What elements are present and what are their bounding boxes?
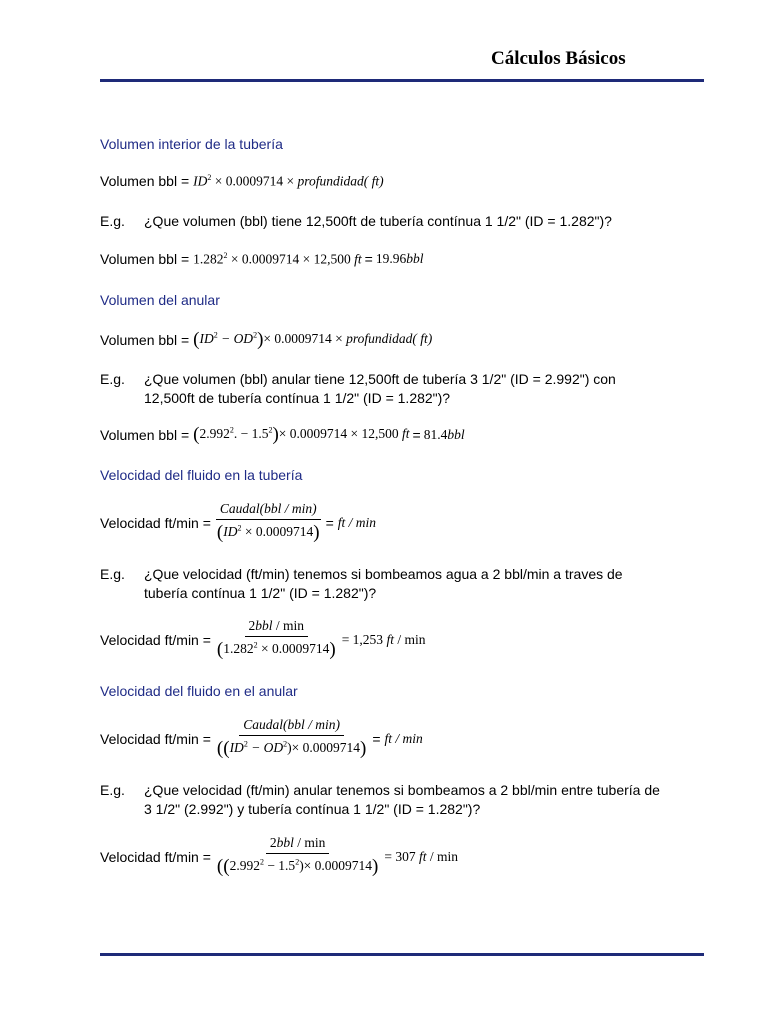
example-text: ¿Que velocidad (ft/min) anular tenemos si bombeamos a 2 bbl/min entre tubería de (144, 782, 660, 798)
footer-rule (100, 953, 704, 956)
section-heading-velocity-tubing: Velocidad del fluido en la tubería (100, 467, 303, 483)
equals-sign: = (325, 514, 334, 531)
formula-expression: $(ID^2 - OD^2)\times 0.0009714$ × profundidad( ft) (193, 329, 433, 350)
fraction-numerator: Caudal(bbl / min) (239, 717, 344, 736)
fraction-numerator: 2bbl / min (245, 618, 309, 637)
formula-fraction (215, 717, 368, 760)
example-text: ¿Que volumen (bbl) tiene 12,500ft de tubería contínua 1 1/2" (ID = 1.282")? (144, 213, 612, 229)
formula-expression: $ID^2 \times 0.0009714$ × profundidad( ft) (193, 173, 384, 189)
example-3 (100, 565, 710, 603)
formula-label: Velocidad ft/min = (100, 631, 211, 648)
formula-volume-tubing-example (100, 251, 423, 268)
fraction-denominator: $((ID^2 - OD^2)\times 0.0009714)$ (216, 738, 367, 759)
formula-label: Velocidad ft/min = (100, 848, 211, 865)
formula-velocity-annulus (100, 717, 423, 760)
equals-sign: = (364, 251, 373, 268)
example-text: ¿Que velocidad (ft/min) tenemos si bombeamos agua a 2 bbl/min a traves de (144, 566, 623, 582)
fraction-denominator: $(ID^2 \times 0.0009714)$ (216, 522, 320, 543)
formula-fraction (215, 501, 322, 544)
example-text-continued: tubería contínua 1 1/2" (ID = 1.282")? (144, 585, 377, 601)
section-heading-velocity-annulus: Velocidad del fluido en el anular (100, 683, 298, 699)
formula-result: 19.96bbl (375, 251, 424, 267)
formula-label: Volumen bbl = (100, 427, 190, 443)
fraction-numerator: Caudal(bbl / min) (216, 501, 321, 520)
fraction-denominator: $((2.992^2 - 1.5^2)\times 0.0009714)$ (216, 856, 379, 877)
example-4 (100, 781, 710, 819)
formula-volume-annulus (100, 329, 432, 351)
section-heading-volume-annulus: Volumen del anular (100, 292, 220, 308)
formula-result: = 307 ft / min (384, 848, 459, 864)
formula-result: = 1,253 ft / min (341, 631, 426, 647)
formula-volume-annulus-example (100, 424, 465, 446)
example-tag: E.g. (100, 213, 125, 229)
example-1 (100, 212, 710, 231)
formula-result: 81.4bbl (423, 427, 465, 442)
formula-volume-tubing (100, 173, 384, 190)
page-title: Cálculos Básicos (491, 48, 626, 69)
example-tag: E.g. (100, 782, 125, 798)
example-text: ¿Que volumen (bbl) anular tiene 12,500ft de tubería 3 1/2" (ID = 2.992") con (144, 371, 616, 387)
formula-fraction (215, 618, 338, 661)
formula-label: Volumen bbl = (100, 251, 190, 268)
example-2 (100, 370, 710, 408)
formula-result: ft / min (384, 730, 423, 746)
section-heading-volume-tubing: Volumen interior de la tubería (100, 136, 283, 152)
fraction-denominator: (1.282$^2$ × 0.0009714) (216, 639, 336, 660)
formula-label: Volumen bbl = (100, 173, 190, 190)
formula-velocity-annulus-example (100, 835, 458, 878)
formula-fraction (215, 835, 380, 878)
formula-label: Velocidad ft/min = (100, 730, 211, 747)
example-tag: E.g. (100, 371, 125, 387)
formula-velocity-tubing (100, 501, 376, 544)
formula-label: Velocidad ft/min = (100, 514, 211, 531)
formula-label: Volumen bbl = (100, 332, 190, 348)
formula-velocity-tubing-example (100, 618, 425, 661)
formula-expression: 1.282$^2$ × 0.0009714 × 12,500 ft (193, 251, 362, 267)
example-text-continued: 3 1/2" (2.992") y tubería contínua 1 1/2" (ID = 1.282")? (144, 801, 481, 817)
equals-sign: = (372, 730, 381, 747)
example-text-continued: 12,500ft de tubería contínua 1 1/2" (ID = 1.282")? (144, 390, 451, 406)
example-tag: E.g. (100, 566, 125, 582)
fraction-numerator: 2bbl / min (266, 835, 330, 854)
formula-result: ft / min (337, 514, 377, 530)
formula-expression: ($2.992^2$. − $1.5^2)\times 0.0009714 \times 12,500$ ft (193, 424, 410, 445)
equals-sign: = (412, 427, 421, 443)
header-rule (100, 79, 704, 82)
